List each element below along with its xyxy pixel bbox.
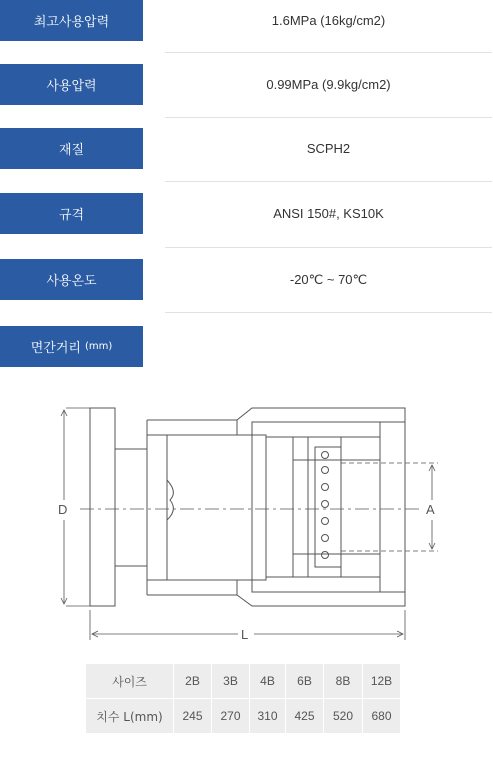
flow-curve <box>167 480 173 520</box>
size-cell: 12B <box>363 664 401 699</box>
valve-dimension-diagram <box>0 390 493 650</box>
spec-label <box>0 259 143 300</box>
ball <box>322 467 329 474</box>
spec-value: SCPH2 <box>306 141 351 156</box>
size-cell: 4B <box>250 664 286 699</box>
length-header-cell: 치수 L(mm) <box>86 699 174 733</box>
size-cell: 6B <box>286 664 324 699</box>
spec-row-standard <box>0 193 493 234</box>
ball <box>322 484 329 491</box>
length-cell: 310 <box>250 699 286 733</box>
spec-label-text: 재질 <box>58 143 85 158</box>
spec-row-face-to-face <box>0 326 493 367</box>
spec-label <box>0 128 143 169</box>
size-header-cell: 사이즈 <box>86 664 174 699</box>
size-cell: 2B <box>174 664 212 699</box>
length-cell: 425 <box>286 699 324 733</box>
ball <box>322 501 329 508</box>
spec-value: 1.6MPa (16kg/cm2) <box>271 13 386 28</box>
table-row <box>86 699 401 733</box>
ball <box>322 452 329 459</box>
spec-label-text: 규격 <box>58 208 85 223</box>
body-main <box>147 435 167 580</box>
spec-value: -20℃ ~ 70℃ <box>289 271 368 287</box>
dimension-d-label: D <box>58 502 68 517</box>
spec-label <box>0 0 143 41</box>
length-cell: 245 <box>174 699 212 733</box>
spec-row-max-pressure <box>0 0 493 41</box>
right-flange <box>380 422 405 592</box>
left-flange <box>90 408 115 606</box>
spec-value: ANSI 150#, KS10K <box>273 206 384 221</box>
ball <box>322 518 329 525</box>
body-outline-bottom <box>147 580 237 595</box>
spec-label <box>0 193 143 234</box>
spec-label-text: 사용압력 <box>46 79 97 94</box>
body-neck-left <box>115 449 147 566</box>
divider <box>165 247 492 248</box>
body-outline <box>147 420 237 435</box>
ball <box>322 552 329 559</box>
length-cell: 520 <box>324 699 363 733</box>
spec-label <box>0 326 143 367</box>
ball <box>322 535 329 542</box>
spec-label <box>0 64 143 105</box>
piston-housing <box>293 437 380 577</box>
divider <box>165 52 492 53</box>
dimension-l-label: L <box>241 627 249 642</box>
length-cell: 680 <box>363 699 401 733</box>
table-row <box>86 664 401 699</box>
divider <box>165 312 492 313</box>
spec-row-temperature <box>0 259 493 300</box>
size-table <box>86 664 401 733</box>
size-cell: 3B <box>212 664 250 699</box>
spec-value: 0.99MPa (9.9kg/cm2) <box>266 77 391 92</box>
insert-block <box>266 437 293 577</box>
spec-label-text: 사용온도 <box>46 274 97 289</box>
spec-label-text: 면간거리 <box>30 341 81 356</box>
divider <box>165 117 492 118</box>
seat-ring <box>315 447 341 567</box>
spec-label-text: 최고사용압력 <box>33 15 110 30</box>
size-cell: 8B <box>324 664 363 699</box>
spec-row-working-pressure <box>0 64 493 105</box>
divider <box>165 181 492 182</box>
length-cell: 270 <box>212 699 250 733</box>
spec-label-unit: (mm) <box>84 341 113 352</box>
dimension-a-label: A <box>426 502 435 517</box>
spec-row-material <box>0 128 493 169</box>
body-main-inner <box>167 435 266 580</box>
